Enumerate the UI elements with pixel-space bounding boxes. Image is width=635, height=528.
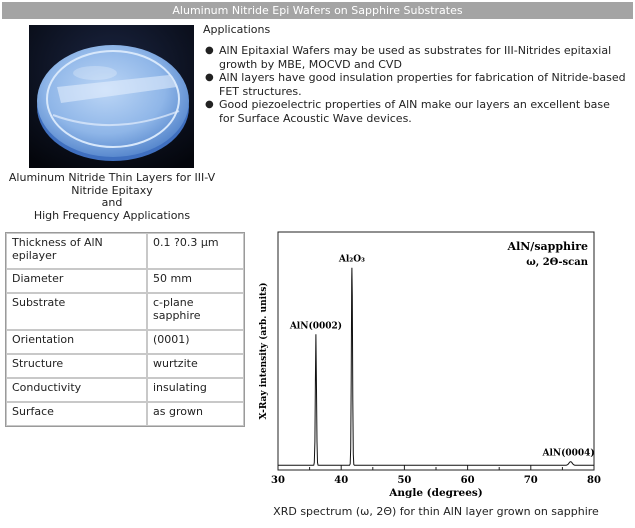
photo-caption bbox=[2, 172, 222, 222]
caption-line: Nitride Epitaxy bbox=[71, 183, 153, 197]
spec-key bbox=[6, 330, 147, 354]
table-row bbox=[6, 330, 244, 354]
xrd-chart bbox=[246, 230, 618, 502]
caption-line: High Frequency Applications bbox=[33, 208, 191, 222]
spec-value-line: insulating bbox=[153, 381, 207, 394]
x-tick-label: 40 bbox=[334, 475, 349, 486]
spec-key bbox=[6, 378, 147, 402]
spec-key bbox=[6, 293, 147, 330]
x-tick-label: 50 bbox=[397, 475, 412, 486]
bullet-icon: ● bbox=[205, 72, 214, 83]
spec-key-line: Structure bbox=[12, 357, 64, 370]
applications-heading: Applications bbox=[203, 23, 271, 36]
list-item bbox=[203, 44, 631, 71]
spec-key-line: Diameter bbox=[12, 272, 64, 285]
spectrum-line bbox=[278, 268, 594, 466]
x-tick-label: 60 bbox=[460, 475, 475, 486]
spec-key bbox=[6, 233, 147, 269]
table-row bbox=[6, 293, 244, 330]
table-row bbox=[6, 233, 244, 269]
list-item bbox=[203, 71, 631, 98]
spec-value-line: (0001) bbox=[153, 333, 190, 346]
x-tick-label: 80 bbox=[587, 475, 601, 486]
spec-key bbox=[6, 269, 147, 293]
y-axis-label: X-Ray intensity (arb. units) bbox=[259, 282, 269, 420]
peak-label: Al₂O₃ bbox=[338, 254, 366, 265]
spec-value-line: as grown bbox=[153, 405, 203, 418]
caption-line: and bbox=[101, 196, 123, 209]
page-title: Aluminum Nitride Epi Wafers on Sapphire Substrates bbox=[2, 2, 633, 19]
list-item bbox=[203, 98, 631, 125]
spec-value-line: 50 mm bbox=[153, 272, 192, 285]
x-axis-label: Angle (degrees) bbox=[389, 487, 483, 499]
peak-label: AlN(0002) bbox=[289, 321, 343, 332]
spec-key-line: Orientation bbox=[12, 333, 75, 346]
chart-caption: XRD spectrum (ω, 2Θ) for thin AlN layer grown on sapphire bbox=[273, 505, 599, 518]
spec-key-line: Substrate bbox=[12, 296, 66, 309]
table-row bbox=[6, 402, 244, 426]
peak-label: AlN(0004) bbox=[542, 448, 595, 459]
spec-value-line: 0.1 ?0.3 µm bbox=[153, 236, 219, 249]
spec-key-line: Conductivity bbox=[12, 381, 82, 394]
spec-key-line: epilayer bbox=[12, 249, 57, 262]
list-item-line: AlN Epitaxial Wafers may be used as substrates for III-Nitrides epitaxial bbox=[219, 44, 612, 57]
x-tick-label: 70 bbox=[523, 475, 538, 486]
spec-value bbox=[147, 354, 244, 378]
wafer-photo bbox=[29, 25, 194, 168]
list-item-line: growth by MBE, MOCVD and CVD bbox=[219, 57, 402, 71]
chart-subtitle: ω, 2Θ-scan bbox=[526, 257, 588, 268]
list-item-line: for Surface Acoustic Wave devices. bbox=[219, 111, 412, 125]
bullet-icon: ● bbox=[205, 45, 214, 56]
spec-key bbox=[6, 354, 147, 378]
spec-value bbox=[147, 402, 244, 426]
caption-line: Aluminum Nitride Thin Layers for III-V bbox=[8, 171, 216, 184]
table-row bbox=[6, 354, 244, 378]
list-item-line: AlN layers have good insulation properties for fabrication of Nitride-based bbox=[219, 71, 626, 84]
specs-table bbox=[5, 232, 245, 427]
spec-value-line: c-plane bbox=[153, 296, 194, 309]
chart-title: AlN/sapphire bbox=[507, 240, 588, 253]
spec-key-line: Thickness of AlN bbox=[12, 236, 103, 249]
spec-value bbox=[147, 378, 244, 402]
x-tick-label: 30 bbox=[271, 475, 285, 486]
applications-list bbox=[203, 44, 631, 125]
table-row bbox=[6, 378, 244, 402]
table-row bbox=[6, 269, 244, 293]
spec-value bbox=[147, 233, 244, 269]
spec-value bbox=[147, 293, 244, 330]
spec-value bbox=[147, 269, 244, 293]
spec-value-line: wurtzite bbox=[153, 357, 198, 370]
list-item-line: Good piezoelectric properties of AlN make our layers an excellent base bbox=[219, 98, 610, 111]
spec-value-line: sapphire bbox=[153, 309, 201, 322]
spec-key bbox=[6, 402, 147, 426]
list-item-line: FET structures. bbox=[219, 84, 302, 98]
bullet-icon: ● bbox=[205, 99, 214, 110]
spec-value bbox=[147, 330, 244, 354]
wafer-image bbox=[29, 25, 194, 168]
spec-key-line: Surface bbox=[12, 405, 54, 418]
